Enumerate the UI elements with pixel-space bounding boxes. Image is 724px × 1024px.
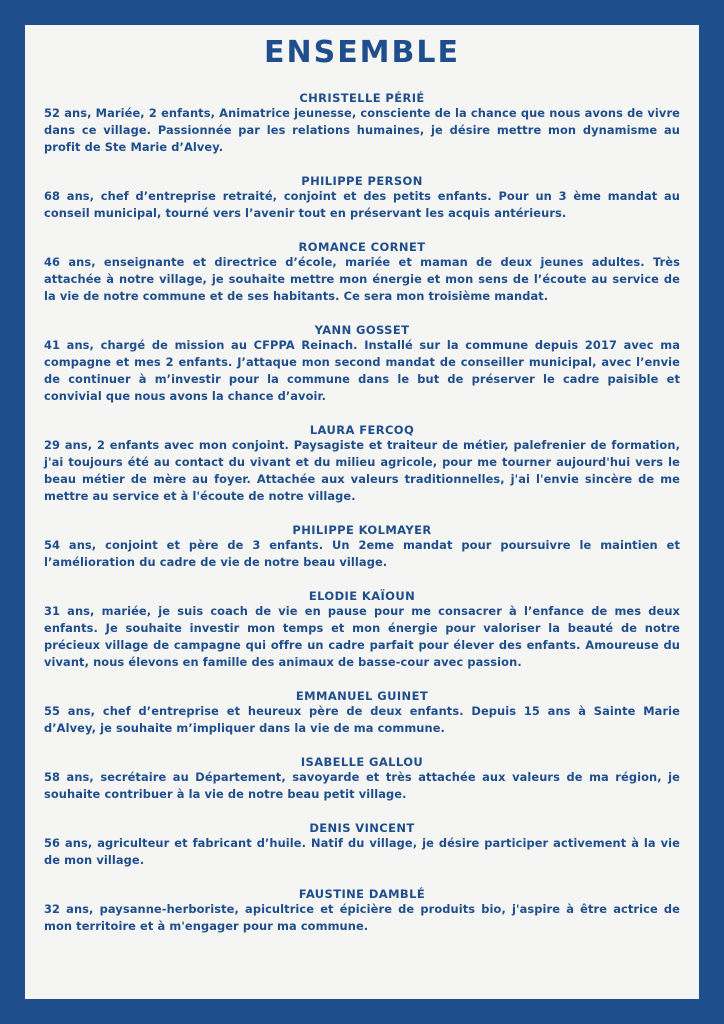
member-bio: 56 ans, agriculteur et fabricant d’huile. Natif du village, je désire participer activement à la vie de mon village.	[44, 836, 680, 867]
member-bio: 52 ans, Mariée, 2 enfants, Animatrice jeunesse, consciente de la chance que nous avons de vivre dans ce village. Passionnée par les relations humaines, je désire mettre mon dynamisme au profit de Ste Marie d’Alvey.	[44, 106, 680, 154]
member-bio: 58 ans, secrétaire au Département, savoyarde et très attachée aux valeurs de ma région, je souhaite contribuer à la vie de notre beau petit village.	[44, 770, 680, 801]
member-bio: 68 ans, chef d’entreprise retraité, conjoint et des petits enfants. Pour un 3 ème mandat au conseil municipal, tourné vers l’avenir tout en préservant les acquis antérieurs.	[44, 189, 680, 220]
page-title: ENSEMBLE	[263, 35, 461, 70]
member-bio: 41 ans, chargé de mission au CFPPA Reinach. Installé sur la commune depuis 2017 avec ma compagne et mes 2 enfants. J’attaque mon second mandat de conseiller municipal, avec l’envie de continuer à m’investir pour la commune dans le but de préserver le cadre paisible et convivial que nous avons la chance d’avoir.	[44, 338, 680, 403]
member-entry	[44, 323, 680, 405]
member-name: ELODIE KAÏOUN	[308, 589, 416, 603]
member-name: EMMANUEL GUINET	[295, 689, 429, 703]
member-bio: 55 ans, chef d’entreprise et heureux père de deux enfants. Depuis 15 ans à Sainte Marie d’Alvey, je souhaite m’impliquer dans la vie de ma commune.	[44, 704, 680, 735]
member-bio: 54 ans, conjoint et père de 3 enfants. Un 2eme mandat pour poursuivre le maintien et l’amélioration du cadre de vie de notre beau village.	[44, 538, 680, 569]
member-name: FAUSTINE DAMBLÉ	[298, 887, 426, 901]
member-bio: 46 ans, enseignante et directrice d’école, mariée et maman de deux jeunes adultes. Très attachée à notre village, je souhaite mettre mon énergie et mon sens de l’écoute au service de la vie de notre commune et de ses habitants. Ce sera mon troisième mandat.	[44, 255, 680, 303]
member-name: PHILIPPE KOLMAYER	[292, 523, 432, 537]
member-entry	[44, 174, 680, 222]
member-entry	[44, 523, 680, 571]
member-name: PHILIPPE PERSON	[301, 174, 423, 188]
member-bio: 31 ans, mariée, je suis coach de vie en pause pour me consacrer à l’enfance de mes deux enfants. Je souhaite investir mon temps et mon énergie pour valoriser la beauté de notre précieux village de campagne qui offre un cadre parfait pour élever des enfants. Amoureuse du vivant, nous élevons en famille des animaux de basse-cour avec passion.	[44, 604, 680, 669]
member-entry	[44, 91, 680, 156]
member-name: LAURA FERCOQ	[309, 423, 415, 437]
member-entry	[44, 755, 680, 803]
document-page	[25, 25, 699, 999]
member-bio: 32 ans, paysanne-herboriste, apicultrice et épicière de produits bio, j'aspire à être actrice de mon territoire et à m'engager pour ma commune.	[44, 902, 680, 933]
member-name: DENIS VINCENT	[309, 821, 415, 835]
member-name: ISABELLE GALLOU	[300, 755, 424, 769]
member-name: ROMANCE CORNET	[298, 240, 426, 254]
member-entry	[44, 887, 680, 935]
member-entry	[44, 423, 680, 505]
member-entry	[44, 589, 680, 671]
member-name: CHRISTELLE PÉRIÉ	[299, 91, 425, 105]
member-entry	[44, 821, 680, 869]
member-name: YANN GOSSET	[314, 323, 410, 337]
member-bio: 29 ans, 2 enfants avec mon conjoint. Paysagiste et traiteur de métier, palefrenier de formation, j'ai toujours été au contact du vivant et du milieu agricole, pour me tourner aujourd'hui vers le beau métier de mère au foyer. Attachée aux valeurs traditionnelles, j'ai l'envie sincère de me mettre au service et à l'écoute de notre village.	[44, 438, 680, 503]
member-entry	[44, 689, 680, 737]
member-entry	[44, 240, 680, 305]
